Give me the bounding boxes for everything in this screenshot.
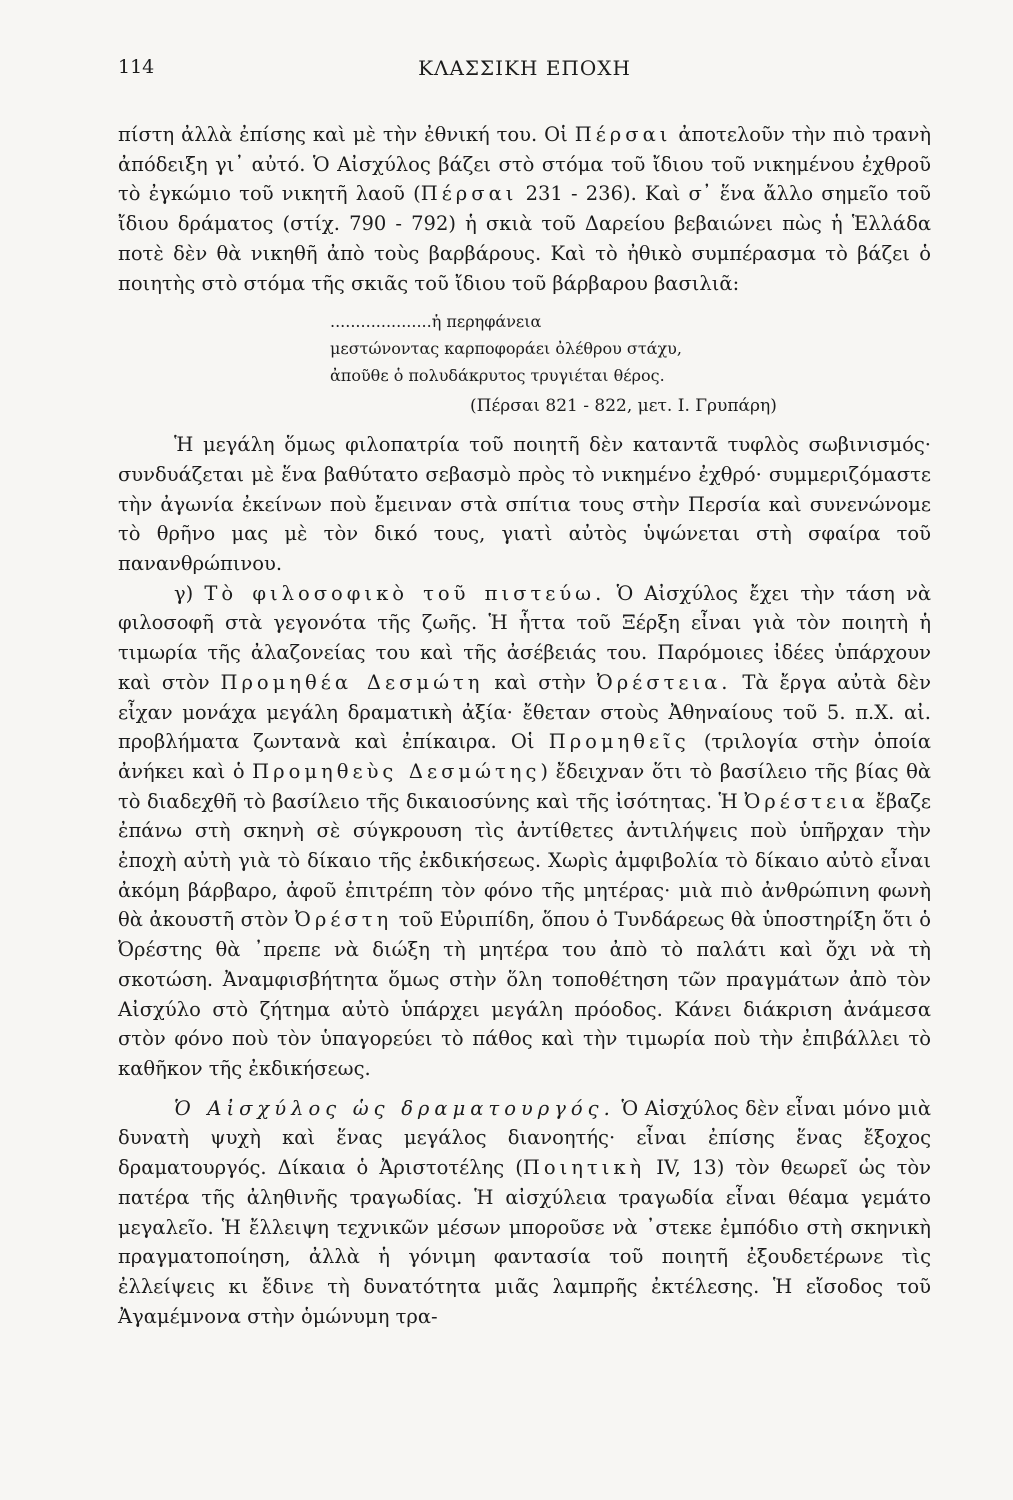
work-title: Ποιητικὴ bbox=[522, 1156, 646, 1180]
paragraph-2: Ἡ μεγάλη ὅμως φιλοπατρία τοῦ ποιητῆ δὲν καταντᾶ τυφλὸς σωβινισμός· συνδυάζεται μὲ ἕνα βαθύτατο σεβασμὸ πρὸς τὸ νικημένο ἐχθρό· συμμεριζόμαστε τὴν ἀγωνία ἐκείνων ποὺ ἔμειναν στὰ σπίτια τους στὴν Περσία καὶ συνενώνομε τὸ θρῆνο μας μὲ τὸν δικό τους, γιατὶ αὐτὸς ὑψώνεται στὴ σφαίρα τοῦ πανανθρώπινου. bbox=[118, 433, 931, 576]
page-body bbox=[118, 120, 931, 1331]
section-heading: Τὸ φιλοσοφικὸ τοῦ πιστεύω. bbox=[204, 581, 606, 605]
verse-line: μεστώνοντας καρποφοράει ὀλέθρου στάχυ, bbox=[330, 339, 682, 359]
paragraph-4: Ὁ Αἰσχύλος ὡς δραματουργός. Ὁ Αἰσχύλος δὲν εἶναι μόνο μιὰ δυνατὴ ψυχὴ καὶ ἕνας μεγάλος διανοητής· εἶναι ἐπίσης ἕνας ἔξοχος δραματουργός. Δίκαια ὁ Ἀριστοτέλης (Ποιητικὴ IV, 13) τὸν θεωρεῖ ὡς τὸν πατέρα τῆς ἀληθινῆς τραγωδίας. Ἡ αἰσχύλεια τραγωδία εἶναι θέαμα γεμάτο μεγαλεῖο. Ἡ ἔλλειψη τεχνικῶν μέσων μποροῦσε νὰ ᾽στεκε ἐμπόδιο στὴ σκηνικὴ πραγματοποίηση, ἀλλὰ ἡ γόνιμη φαντασία τοῦ ποιητῆ ἐξουδετέρωνε τὶς ἐλλείψεις κι ἔδινε τὴ δυνατότητα μιᾶς λαμπρῆς ἐκτέλεσης. Ἡ εἴσοδος τοῦ Ἀγαμέμνονα στὴν ὁμώνυμη τρα- bbox=[118, 1096, 932, 1328]
verse-quotation bbox=[330, 308, 931, 420]
verse-line: ....................ἡ περηφάνεια bbox=[330, 312, 542, 332]
work-title: Πέρσαι bbox=[574, 123, 672, 146]
page-number: 114 bbox=[118, 56, 155, 78]
work-title: Ὀρέστεια. bbox=[596, 670, 732, 694]
page-header bbox=[118, 56, 931, 90]
paragraph-3: γ) Τὸ φιλοσοφικὸ τοῦ πιστεύω. Ὁ Αἰσχύλος ἔχει τὴν τάση νὰ φιλοσοφῆ στὰ γεγονότα τῆς ζωῆς. Ἡ ἧττα τοῦ Ξέρξη εἶναι γιὰ τὸν ποιητὴ ἡ τιμωρία τῆς ἀλαζονείας του καὶ τῆς ἀσέβειάς του. Παρόμοιες ἰδέες ὑπάρχουν καὶ στὸν Προμηθέα Δεσμώτη καὶ στὴν Ὀρέστεια. Τὰ ἔργα αὐτὰ δὲν εἶχαν μονάχα μεγάλη δραματικὴ ἀξία· ἔθεταν στοὺς Ἀθηναίους τοῦ 5. π.Χ. αἰ. προβλήματα ζωντανὰ καὶ ἐπίκαιρα. Οἱ Προμηθεῖς (τριλογία στὴν ὁποία ἀνήκει καὶ ὁ Προμηθεὺς Δεσμώτης) ἔδειχναν ὅτι τὸ βασίλειο τῆς βίας θὰ τὸ διαδεχθῆ τὸ βασίλειο τῆς δικαιοσύνης καὶ τῆς ἰσότητας. Ἡ Ὀρέστεια ἔβαζε ἐπάνω στὴ σκηνὴ σὲ σύγκρουση τὶς ἀντίθετες ἀντιλήψεις ποὺ ὑπῆρχαν τὴν ἐποχὴ αὐτὴ γιὰ τὸ δίκαιο τῆς ἐκδικήσεως. Χωρὶς ἀμφιβολία τὸ δίκαιο αὐτὸ εἶναι ἀκόμη βάρβαρο, ἀφοῦ ἐπιτρέπη τὸν φόνο τῆς μητέρας· μιὰ πιὸ ἀνθρώπινη φωνὴ θὰ ἀκουστῆ στὸν Ὀρέστη τοῦ Εὐριπίδη, ὅπου ὁ Τυνδάρεως θὰ ὑποστηρίξη ὅτι ὁ Ὀρέστης θὰ ᾽πρεπε νὰ διώξη τὴ μητέρα του ἀπὸ τὸ παλάτι καὶ ὄχι νὰ τὴ σκοτώση. Ἀναμφισβήτητα ὅμως στὴν ὅλη τοποθέτηση τῶν πραγμάτων ἀπὸ τὸν Αἰσχύλο στὸ ζήτημα αὐτὸ ὑπάρχει μεγάλη πρόοδος. Κάνει διάκριση ἀνάμεσα στὸν φόνο ποὺ τὸν ὑπαγορεύει τὸ πάθος καὶ τὴν τιμωρία ποὺ τὴν ἐπιβάλλει τὸ καθῆκον τῆς ἐκδικήσεως. bbox=[118, 581, 932, 1080]
work-title: Προμηθεῖς bbox=[548, 730, 690, 754]
section-heading: Ὁ Αἰσχύλος ὡς δραματουργός. bbox=[174, 1096, 615, 1120]
work-title: Προμηθεὺς Δεσμώτης bbox=[252, 759, 541, 783]
quote-citation: (Πέρσαι 821 - 822, μετ. Ι. Γρυπάρη) bbox=[470, 396, 777, 417]
work-title: Πέρσαι bbox=[420, 182, 518, 206]
work-title: Προμηθέα Δεσμώτη bbox=[220, 670, 484, 694]
verse-line: ἀποῦθε ὁ πολυδάκρυτος τρυγιέται θέρος. bbox=[330, 366, 665, 386]
paragraph-1: πίστη ἀλλὰ ἐπίσης καὶ μὲ τὴν ἐθνική του. Οἱ Πέρσαι ἀποτελοῦν τὴν πιὸ τρανὴ ἀπόδειξη γι᾽ αὐτό. Ὁ Αἰσχύλος βάζει στὸ στόμα τοῦ ἴδιου τοῦ νικημένου ἐχθροῦ τὸ ἐγκώμιο τοῦ νικητῆ λαοῦ (Πέρσαι 231 - 236). Καὶ σ᾽ ἕνα ἄλλο σημεῖο τοῦ ἴδιου δράματος (στίχ. 790 - 792) ἡ σκιὰ τοῦ Δαρείου βεβαιώνει πὼς ἡ Ἑλλάδα ποτὲ δὲν θὰ νικηθῆ ἀπὸ τοὺς βαρβάρους. Καὶ τὸ ἠθικὸ συμπέρασμα τὸ βάζει ὁ ποιητὴς στὸ στόμα τῆς σκιᾶς τοῦ ἴδιου τοῦ βάρβαρου βασιλιᾶ: bbox=[118, 123, 931, 295]
work-title: Ὀρέστη bbox=[294, 908, 393, 932]
running-title: ΚΛΑΣΣΙΚΗ ΕΠΟΧΗ bbox=[418, 56, 631, 80]
work-title: Ὀρέστεια bbox=[744, 789, 869, 813]
